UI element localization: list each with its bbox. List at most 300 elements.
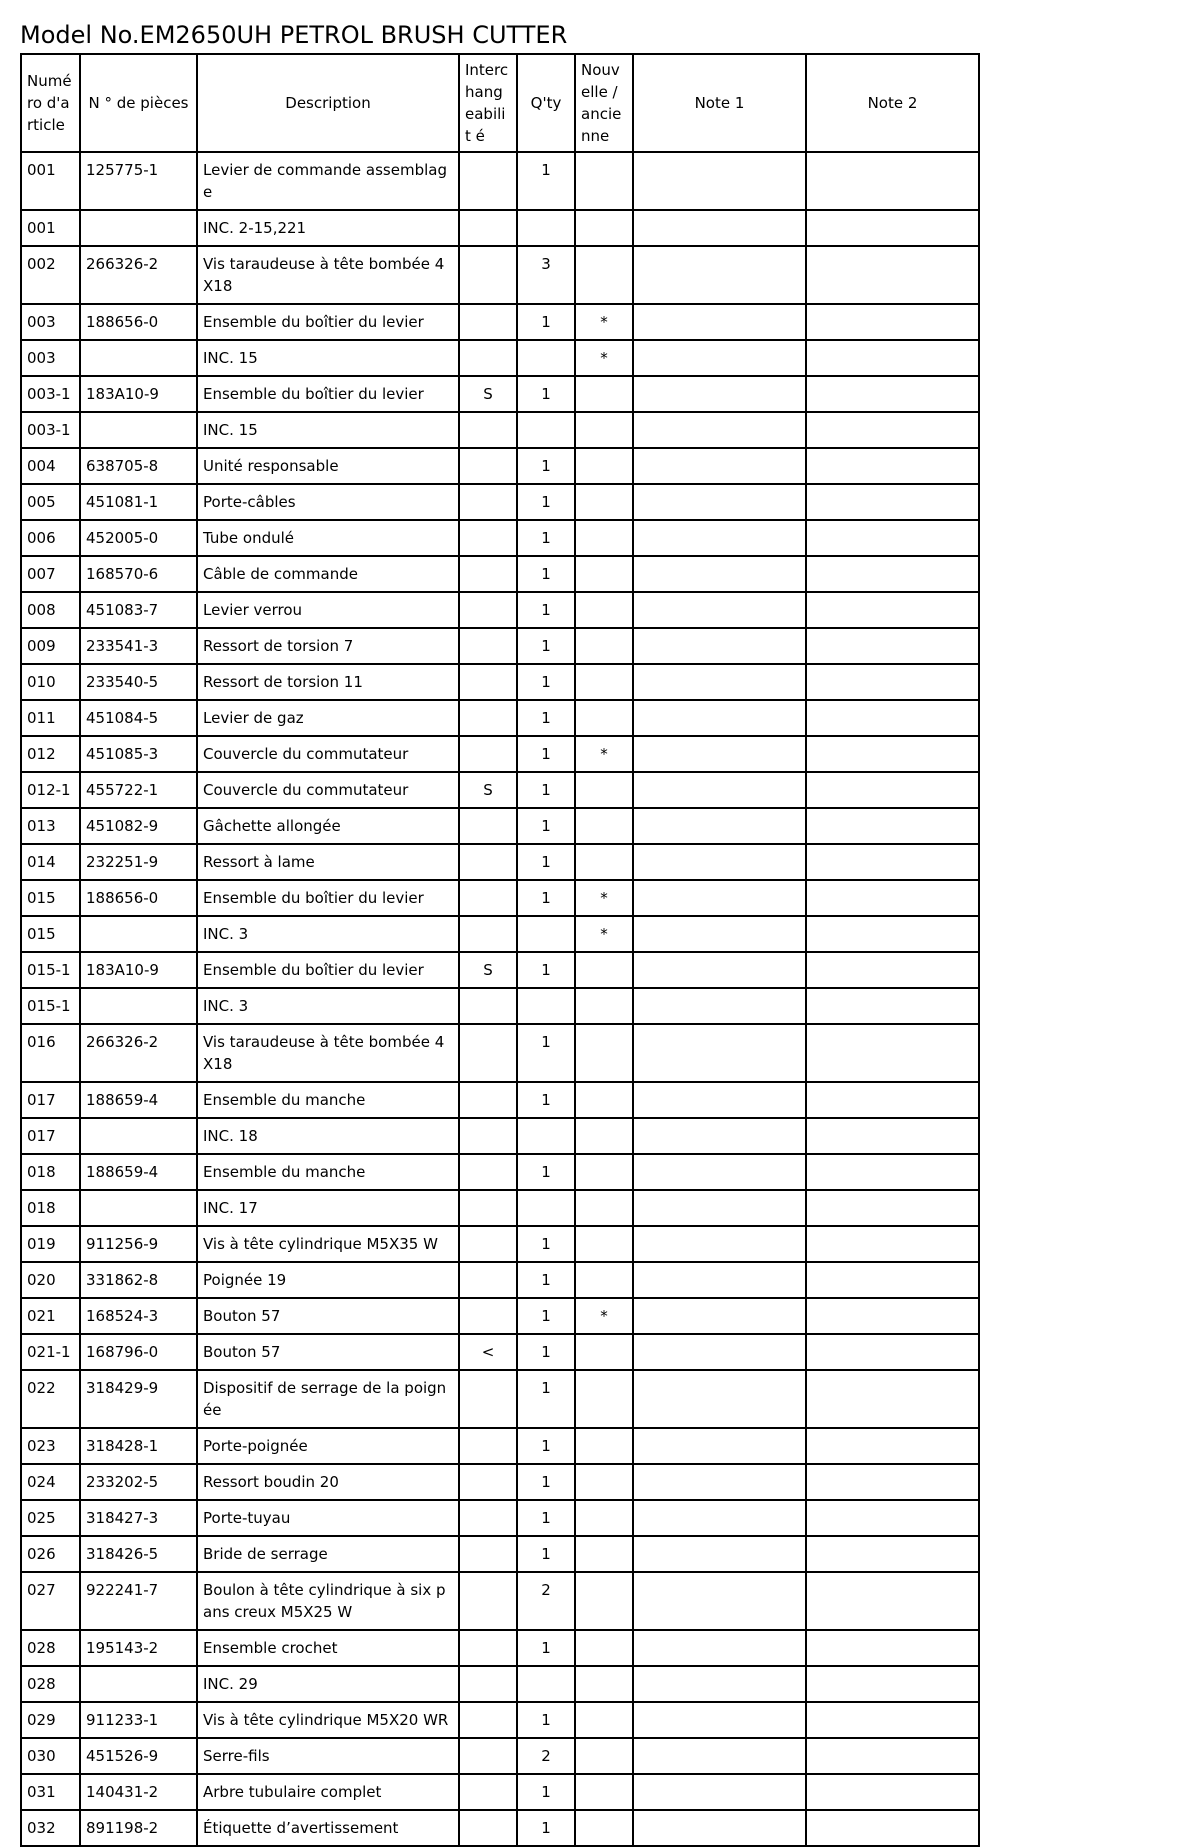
item-number-cell: 022 <box>21 1370 80 1428</box>
header-quantity: Q'ty <box>517 54 575 152</box>
new-old-cell <box>575 808 633 844</box>
note-1-cell <box>633 664 806 700</box>
table-row <box>21 376 979 412</box>
interchangeability-cell <box>459 1702 517 1738</box>
description-cell: INC. 3 <box>197 916 459 952</box>
note-1-cell <box>633 246 806 304</box>
header-note-2: Note 2 <box>806 54 979 152</box>
note-2-cell <box>806 376 979 412</box>
note-1-cell <box>633 700 806 736</box>
part-number-cell: 183A10-9 <box>80 376 197 412</box>
interchangeability-cell <box>459 664 517 700</box>
quantity-cell: 1 <box>517 448 575 484</box>
item-number-cell: 003-1 <box>21 376 80 412</box>
part-number-cell: 233541-3 <box>80 628 197 664</box>
item-number-cell: 012 <box>21 736 80 772</box>
interchangeability-cell: < <box>459 1334 517 1370</box>
part-number-cell: 188659-4 <box>80 1154 197 1190</box>
new-old-cell <box>575 1118 633 1154</box>
note-2-cell <box>806 700 979 736</box>
new-old-cell <box>575 1428 633 1464</box>
description-cell: Ensemble crochet <box>197 1630 459 1666</box>
description-cell: Ressort de torsion 11 <box>197 664 459 700</box>
part-number-cell: 233540-5 <box>80 664 197 700</box>
page-title: Model No.EM2650UH PETROL BRUSH CUTTER <box>20 21 568 49</box>
note-2-cell <box>806 1334 979 1370</box>
item-number-cell: 025 <box>21 1500 80 1536</box>
note-1-cell <box>633 844 806 880</box>
table-row <box>21 916 979 952</box>
table-row <box>21 448 979 484</box>
note-1-cell <box>633 1262 806 1298</box>
quantity-cell: 1 <box>517 1370 575 1428</box>
new-old-cell <box>575 592 633 628</box>
new-old-cell: * <box>575 916 633 952</box>
part-number-cell: 168570-6 <box>80 556 197 592</box>
table-row <box>21 952 979 988</box>
quantity-cell: 1 <box>517 1024 575 1082</box>
interchangeability-cell <box>459 1082 517 1118</box>
note-1-cell <box>633 1500 806 1536</box>
note-1-cell <box>633 1738 806 1774</box>
note-2-cell <box>806 1024 979 1082</box>
table-row <box>21 1082 979 1118</box>
table-row <box>21 700 979 736</box>
quantity-cell <box>517 1118 575 1154</box>
part-number-cell: 638705-8 <box>80 448 197 484</box>
quantity-cell: 1 <box>517 1774 575 1810</box>
description-cell: Ensemble du boîtier du levier <box>197 304 459 340</box>
quantity-cell <box>517 988 575 1024</box>
part-number-cell: 318429-9 <box>80 1370 197 1428</box>
interchangeability-cell <box>459 916 517 952</box>
note-1-cell <box>633 1334 806 1370</box>
note-2-cell <box>806 1154 979 1190</box>
quantity-cell: 3 <box>517 246 575 304</box>
item-number-cell: 016 <box>21 1024 80 1082</box>
note-2-cell <box>806 1298 979 1334</box>
part-number-cell: 266326-2 <box>80 1024 197 1082</box>
interchangeability-cell <box>459 1262 517 1298</box>
note-1-cell <box>633 1428 806 1464</box>
part-number-cell: 125775-1 <box>80 152 197 210</box>
new-old-cell: * <box>575 736 633 772</box>
item-number-cell: 030 <box>21 1738 80 1774</box>
part-number-cell: 452005-0 <box>80 520 197 556</box>
note-1-cell <box>633 1774 806 1810</box>
new-old-cell <box>575 1154 633 1190</box>
description-cell: Unité responsable <box>197 448 459 484</box>
item-number-cell: 027 <box>21 1572 80 1630</box>
part-number-cell: 233202-5 <box>80 1464 197 1500</box>
description-cell: Ensemble du boîtier du levier <box>197 880 459 916</box>
interchangeability-cell <box>459 340 517 376</box>
note-1-cell <box>633 556 806 592</box>
note-1-cell <box>633 520 806 556</box>
item-number-cell: 014 <box>21 844 80 880</box>
note-1-cell <box>633 1702 806 1738</box>
note-2-cell <box>806 808 979 844</box>
description-cell: Ressort à lame <box>197 844 459 880</box>
interchangeability-cell <box>459 556 517 592</box>
item-number-cell: 028 <box>21 1666 80 1702</box>
description-cell: Ensemble du manche <box>197 1082 459 1118</box>
item-number-cell: 003 <box>21 340 80 376</box>
table-row <box>21 1024 979 1082</box>
description-cell: INC. 17 <box>197 1190 459 1226</box>
part-number-cell <box>80 210 197 246</box>
new-old-cell <box>575 1464 633 1500</box>
interchangeability-cell <box>459 1500 517 1536</box>
note-2-cell <box>806 304 979 340</box>
description-cell: Porte-tuyau <box>197 1500 459 1536</box>
note-1-cell <box>633 736 806 772</box>
new-old-cell <box>575 520 633 556</box>
item-number-cell: 007 <box>21 556 80 592</box>
note-2-cell <box>806 152 979 210</box>
item-number-cell: 009 <box>21 628 80 664</box>
item-number-cell: 024 <box>21 1464 80 1500</box>
interchangeability-cell <box>459 808 517 844</box>
item-number-cell: 021 <box>21 1298 80 1334</box>
note-1-cell <box>633 210 806 246</box>
quantity-cell: 1 <box>517 1464 575 1500</box>
note-2-cell <box>806 592 979 628</box>
new-old-cell <box>575 1334 633 1370</box>
new-old-cell <box>575 1666 633 1702</box>
note-1-cell <box>633 628 806 664</box>
note-1-cell <box>633 340 806 376</box>
new-old-cell <box>575 210 633 246</box>
quantity-cell: 1 <box>517 1702 575 1738</box>
interchangeability-cell <box>459 1428 517 1464</box>
note-2-cell <box>806 1572 979 1630</box>
description-cell: Vis taraudeuse à tête bombée 4X18 <box>197 1024 459 1082</box>
item-number-cell: 017 <box>21 1118 80 1154</box>
description-cell: Étiquette d’avertissement <box>197 1810 459 1846</box>
part-number-cell: 266326-2 <box>80 246 197 304</box>
note-1-cell <box>633 1226 806 1262</box>
interchangeability-cell <box>459 700 517 736</box>
table-row <box>21 1500 979 1536</box>
note-2-cell <box>806 1810 979 1846</box>
table-row <box>21 1464 979 1500</box>
note-2-cell <box>806 844 979 880</box>
part-number-cell <box>80 1118 197 1154</box>
description-cell: INC. 3 <box>197 988 459 1024</box>
description-cell: Vis à tête cylindrique M5X20 WR <box>197 1702 459 1738</box>
item-number-cell: 015 <box>21 880 80 916</box>
description-cell: Câble de commande <box>197 556 459 592</box>
item-number-cell: 031 <box>21 1774 80 1810</box>
part-number-cell: 911256-9 <box>80 1226 197 1262</box>
table-row <box>21 520 979 556</box>
part-number-cell: 140431-2 <box>80 1774 197 1810</box>
quantity-cell: 1 <box>517 808 575 844</box>
new-old-cell <box>575 1024 633 1082</box>
item-number-cell: 002 <box>21 246 80 304</box>
item-number-cell: 018 <box>21 1154 80 1190</box>
note-1-cell <box>633 1370 806 1428</box>
description-cell: Levier de gaz <box>197 700 459 736</box>
note-1-cell <box>633 304 806 340</box>
item-number-cell: 021-1 <box>21 1334 80 1370</box>
item-number-cell: 004 <box>21 448 80 484</box>
description-cell: Arbre tubulaire complet <box>197 1774 459 1810</box>
table-row <box>21 1536 979 1572</box>
table-row <box>21 880 979 916</box>
table-row <box>21 1738 979 1774</box>
note-2-cell <box>806 520 979 556</box>
part-number-cell: 195143-2 <box>80 1630 197 1666</box>
note-2-cell <box>806 952 979 988</box>
note-2-cell <box>806 210 979 246</box>
note-1-cell <box>633 1630 806 1666</box>
note-1-cell <box>633 880 806 916</box>
header-part-number: N ° de pièces <box>80 54 197 152</box>
quantity-cell: 1 <box>517 1262 575 1298</box>
new-old-cell <box>575 1572 633 1630</box>
note-1-cell <box>633 988 806 1024</box>
new-old-cell <box>575 246 633 304</box>
description-cell: Couvercle du commutateur <box>197 736 459 772</box>
note-2-cell <box>806 556 979 592</box>
note-2-cell <box>806 1428 979 1464</box>
new-old-cell <box>575 664 633 700</box>
note-1-cell <box>633 1298 806 1334</box>
quantity-cell: 1 <box>517 628 575 664</box>
interchangeability-cell <box>459 152 517 210</box>
part-number-cell: 451082-9 <box>80 808 197 844</box>
note-1-cell <box>633 484 806 520</box>
new-old-cell <box>575 952 633 988</box>
quantity-cell: 1 <box>517 592 575 628</box>
part-number-cell: 318426-5 <box>80 1536 197 1572</box>
part-number-cell <box>80 412 197 448</box>
part-number-cell <box>80 340 197 376</box>
table-row <box>21 1572 979 1630</box>
part-number-cell <box>80 988 197 1024</box>
interchangeability-cell <box>459 1536 517 1572</box>
quantity-cell: 2 <box>517 1572 575 1630</box>
part-number-cell: 232251-9 <box>80 844 197 880</box>
note-2-cell <box>806 1536 979 1572</box>
note-2-cell <box>806 988 979 1024</box>
table-row <box>21 1190 979 1226</box>
table-row <box>21 1774 979 1810</box>
description-cell: INC. 18 <box>197 1118 459 1154</box>
note-2-cell <box>806 664 979 700</box>
quantity-cell: 1 <box>517 880 575 916</box>
part-number-cell: 318427-3 <box>80 1500 197 1536</box>
note-2-cell <box>806 1774 979 1810</box>
note-2-cell <box>806 1630 979 1666</box>
item-number-cell: 001 <box>21 210 80 246</box>
quantity-cell: 1 <box>517 1428 575 1464</box>
new-old-cell <box>575 628 633 664</box>
interchangeability-cell: S <box>459 952 517 988</box>
new-old-cell <box>575 1190 633 1226</box>
interchangeability-cell <box>459 484 517 520</box>
interchangeability-cell <box>459 592 517 628</box>
quantity-cell: 1 <box>517 1154 575 1190</box>
table-row <box>21 1118 979 1154</box>
new-old-cell <box>575 1500 633 1536</box>
part-number-cell: 911233-1 <box>80 1702 197 1738</box>
note-1-cell <box>633 1118 806 1154</box>
note-2-cell <box>806 412 979 448</box>
quantity-cell: 1 <box>517 772 575 808</box>
interchangeability-cell <box>459 736 517 772</box>
quantity-cell: 1 <box>517 1298 575 1334</box>
quantity-cell <box>517 412 575 448</box>
description-cell: Boulon à tête cylindrique à six pans creux M5X25 W <box>197 1572 459 1630</box>
table-row <box>21 664 979 700</box>
quantity-cell: 1 <box>517 1082 575 1118</box>
note-2-cell <box>806 772 979 808</box>
item-number-cell: 026 <box>21 1536 80 1572</box>
new-old-cell <box>575 1262 633 1298</box>
part-number-cell: 188656-0 <box>80 880 197 916</box>
part-number-cell: 168796-0 <box>80 1334 197 1370</box>
table-row <box>21 1298 979 1334</box>
interchangeability-cell <box>459 448 517 484</box>
note-1-cell <box>633 592 806 628</box>
quantity-cell <box>517 210 575 246</box>
new-old-cell <box>575 1738 633 1774</box>
table-row <box>21 1226 979 1262</box>
table-row <box>21 210 979 246</box>
new-old-cell <box>575 1810 633 1846</box>
interchangeability-cell: S <box>459 376 517 412</box>
note-2-cell <box>806 1370 979 1428</box>
table-row <box>21 152 979 210</box>
interchangeability-cell <box>459 1666 517 1702</box>
new-old-cell <box>575 1226 633 1262</box>
note-1-cell <box>633 1666 806 1702</box>
table-row <box>21 628 979 664</box>
new-old-cell <box>575 988 633 1024</box>
header-new-old: Nouv elle / ancie nne <box>575 54 633 152</box>
note-2-cell <box>806 1262 979 1298</box>
quantity-cell <box>517 340 575 376</box>
part-number-cell: 168524-3 <box>80 1298 197 1334</box>
note-2-cell <box>806 1666 979 1702</box>
new-old-cell <box>575 1702 633 1738</box>
new-old-cell <box>575 152 633 210</box>
table-row <box>21 772 979 808</box>
quantity-cell: 1 <box>517 1226 575 1262</box>
item-number-cell: 003-1 <box>21 412 80 448</box>
table-row <box>21 1154 979 1190</box>
table-row <box>21 246 979 304</box>
note-1-cell <box>633 152 806 210</box>
new-old-cell <box>575 700 633 736</box>
new-old-cell: * <box>575 1298 633 1334</box>
description-cell: Tube ondulé <box>197 520 459 556</box>
description-cell: Poignée 19 <box>197 1262 459 1298</box>
note-2-cell <box>806 916 979 952</box>
new-old-cell <box>575 1370 633 1428</box>
quantity-cell: 1 <box>517 520 575 556</box>
interchangeability-cell <box>459 246 517 304</box>
description-cell: INC. 29 <box>197 1666 459 1702</box>
note-1-cell <box>633 1464 806 1500</box>
note-2-cell <box>806 1082 979 1118</box>
item-number-cell: 003 <box>21 304 80 340</box>
description-cell: Bouton 57 <box>197 1334 459 1370</box>
item-number-cell: 010 <box>21 664 80 700</box>
description-cell: Bride de serrage <box>197 1536 459 1572</box>
quantity-cell: 1 <box>517 952 575 988</box>
quantity-cell <box>517 916 575 952</box>
note-2-cell <box>806 1118 979 1154</box>
table-row <box>21 484 979 520</box>
table-row <box>21 844 979 880</box>
note-1-cell <box>633 772 806 808</box>
quantity-cell: 1 <box>517 1536 575 1572</box>
table-row <box>21 1810 979 1846</box>
interchangeability-cell <box>459 1024 517 1082</box>
item-number-cell: 028 <box>21 1630 80 1666</box>
interchangeability-cell <box>459 628 517 664</box>
item-number-cell: 020 <box>21 1262 80 1298</box>
note-2-cell <box>806 1500 979 1536</box>
description-cell: Levier verrou <box>197 592 459 628</box>
table-row <box>21 988 979 1024</box>
description-cell: Ressort de torsion 7 <box>197 628 459 664</box>
header-item-number: Numé ro d'a rticle <box>21 54 80 152</box>
quantity-cell: 2 <box>517 1738 575 1774</box>
interchangeability-cell <box>459 1774 517 1810</box>
item-number-cell: 015-1 <box>21 952 80 988</box>
quantity-cell: 1 <box>517 1500 575 1536</box>
part-number-cell: 188659-4 <box>80 1082 197 1118</box>
quantity-cell: 1 <box>517 844 575 880</box>
table-row <box>21 808 979 844</box>
interchangeability-cell <box>459 1738 517 1774</box>
table-row <box>21 736 979 772</box>
note-2-cell <box>806 628 979 664</box>
table-row <box>21 1666 979 1702</box>
header-row <box>21 54 979 152</box>
new-old-cell <box>575 1774 633 1810</box>
description-cell: Serre-fils <box>197 1738 459 1774</box>
interchangeability-cell <box>459 988 517 1024</box>
quantity-cell <box>517 1666 575 1702</box>
interchangeability-cell <box>459 1226 517 1262</box>
description-cell: Vis taraudeuse à tête bombée 4X18 <box>197 246 459 304</box>
new-old-cell: * <box>575 880 633 916</box>
item-number-cell: 013 <box>21 808 80 844</box>
interchangeability-cell <box>459 412 517 448</box>
note-2-cell <box>806 1702 979 1738</box>
table-row <box>21 412 979 448</box>
description-cell: Porte-poignée <box>197 1428 459 1464</box>
part-number-cell <box>80 1190 197 1226</box>
item-number-cell: 001 <box>21 152 80 210</box>
description-cell: Ressort boudin 20 <box>197 1464 459 1500</box>
table-row <box>21 1702 979 1738</box>
table-row <box>21 1334 979 1370</box>
note-1-cell <box>633 376 806 412</box>
quantity-cell: 1 <box>517 304 575 340</box>
interchangeability-cell <box>459 520 517 556</box>
note-1-cell <box>633 412 806 448</box>
note-1-cell <box>633 808 806 844</box>
item-number-cell: 006 <box>21 520 80 556</box>
part-number-cell: 451083-7 <box>80 592 197 628</box>
